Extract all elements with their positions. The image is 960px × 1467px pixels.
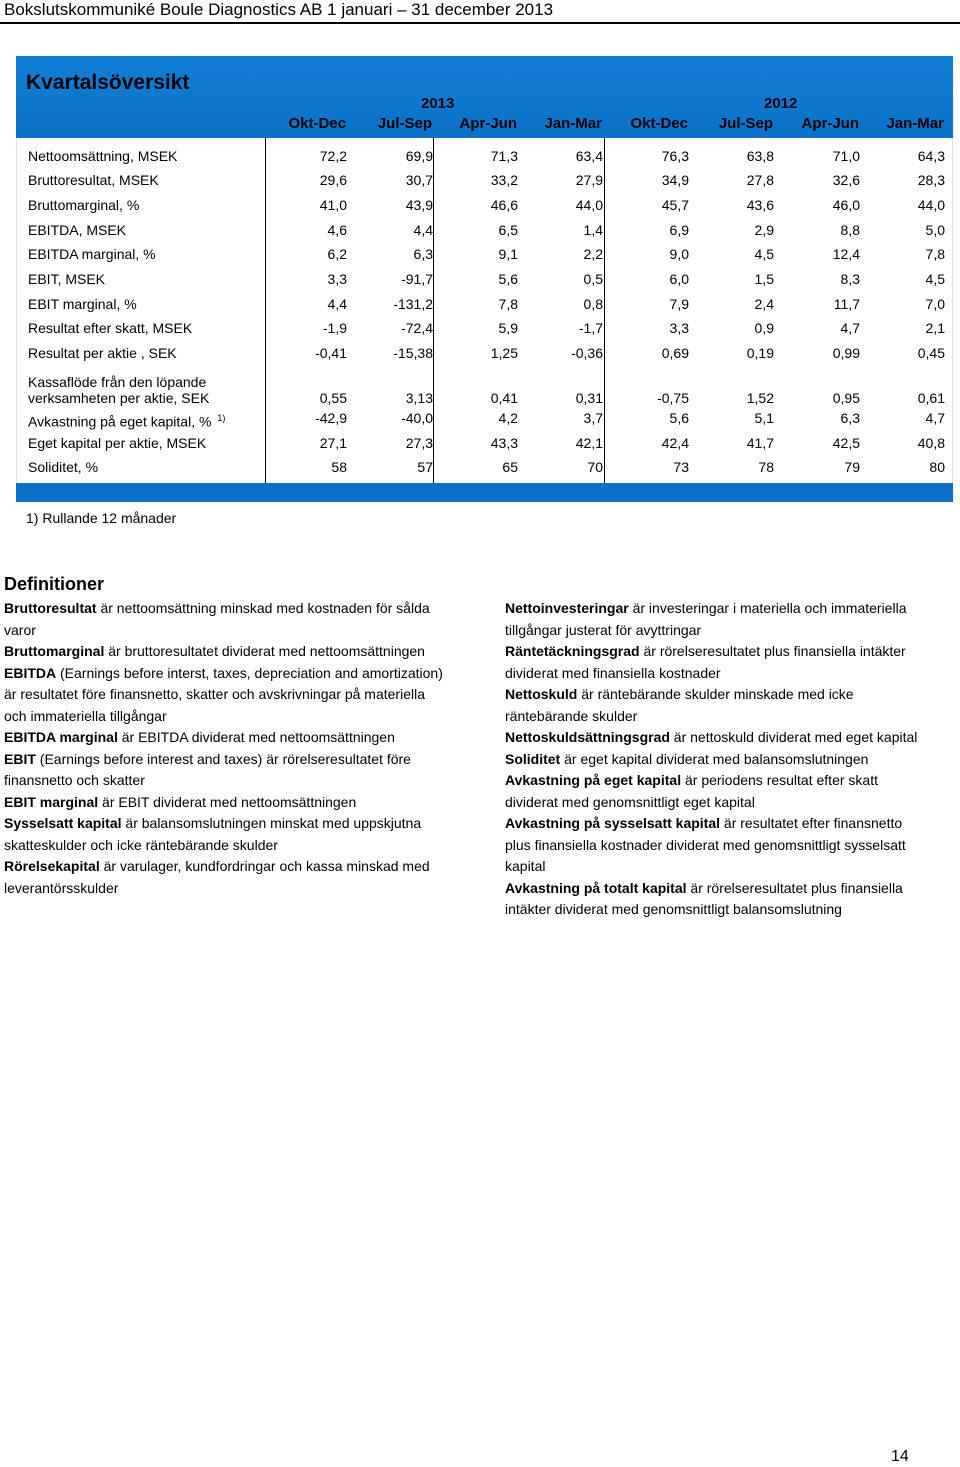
table-cell: 7,0: [925, 296, 945, 312]
table-cell: 44,0: [575, 197, 603, 213]
table-cell: 46,0: [832, 197, 860, 213]
table-cell: 3,3: [327, 271, 347, 287]
table-cell: 40,8: [917, 435, 945, 451]
row-label-text: Bruttoresultat, MSEK: [28, 172, 159, 188]
table-cell: 12,4: [832, 246, 860, 262]
table-cell: 5,1: [754, 410, 774, 426]
definition-term: Sysselsatt kapital: [4, 815, 122, 831]
row-label-text: Resultat per aktie , SEK: [28, 345, 177, 361]
table-cell: 65: [502, 459, 518, 475]
definition-item: [4, 598, 444, 641]
definition-text: är resultatet efter finansnetto plus finansiella kostnader dividerat med genomsnittligt sysselsatt kapital: [505, 815, 906, 874]
footnote: 1) Rullande 12 månader: [26, 510, 177, 526]
table-cell: 32,6: [832, 172, 860, 188]
definition-text: är varulager, kundfordringar och kassa minskad med leverantörsskulder: [4, 858, 430, 896]
table-row: [17, 148, 954, 172]
definition-text: är rörelseresultatet plus finansiella intäkter dividerat med genomsnittligt balansomslutning: [505, 879, 903, 917]
table-cell: 8,3: [840, 271, 860, 287]
table-cell: 70: [587, 459, 603, 475]
overview-header-band: [16, 56, 953, 138]
table-row: [17, 296, 954, 320]
period-header: Apr-Jun: [459, 115, 517, 132]
table-cell: 5,0: [925, 222, 945, 238]
table-cell: -0,41: [315, 345, 347, 361]
document-header: [0, 0, 960, 22]
row-label: [28, 271, 105, 287]
table-cell: 0,9: [754, 320, 774, 336]
definition-term: Avkastning på eget kapital: [505, 772, 682, 788]
definition-item: [4, 663, 444, 728]
table-cell: 3,7: [583, 410, 603, 426]
table-row: [17, 345, 954, 369]
definition-item: [505, 749, 925, 771]
table-cell: 5,6: [669, 410, 689, 426]
period-header: Jan-Mar: [886, 115, 944, 132]
definition-text: är nettoomsättning minskad med kostnaden för sålda varor: [4, 600, 430, 638]
definition-term: Bruttomarginal: [4, 643, 105, 659]
definition-item: [505, 878, 925, 921]
table-cell: 27,1: [319, 435, 347, 451]
row-label: [28, 172, 159, 188]
table-cell: 6,2: [327, 246, 347, 262]
table-cell: 76,3: [661, 148, 689, 164]
definition-term: Nettoskuld: [505, 686, 578, 702]
period-header: Apr-Jun: [801, 115, 859, 132]
table-cell: 73: [673, 459, 689, 475]
table-cell: 63,8: [746, 148, 774, 164]
definition-text: är nettoskuld dividerat med eget kapital: [669, 729, 918, 745]
definition-text: är EBIT dividerat med nettoomsättningen: [98, 793, 357, 810]
table-cell: 0,55: [319, 390, 347, 406]
table-cell: 27,8: [746, 172, 774, 188]
table-cell: 42,5: [832, 435, 860, 451]
document-title: Bokslutskommuniké Boule Diagnostics AB 1 januari – 31 december 2013: [4, 0, 554, 19]
table-cell: 7,8: [498, 296, 518, 312]
table-cell: 72,2: [319, 148, 347, 164]
table-cell: 1,4: [583, 222, 603, 238]
table-cell: 33,2: [490, 172, 518, 188]
definition-text: är bruttoresultatet dividerat med nettoomsättningen: [104, 643, 425, 659]
table-cell: 41,7: [746, 435, 774, 451]
year-label-2012: 2012: [764, 95, 798, 112]
table-cell: 69,9: [405, 148, 433, 164]
row-label: [28, 459, 98, 475]
table-cell: -72,4: [401, 320, 433, 336]
row-label-text: Avkastning på eget kapital, %: [28, 413, 212, 430]
table-row: [17, 172, 954, 196]
table-cell: 0,61: [917, 390, 945, 406]
year-label-2013: 2013: [421, 95, 455, 112]
header-divider: [0, 22, 960, 24]
definition-item: [4, 641, 444, 663]
table-cell: 0,19: [746, 345, 774, 361]
table-cell: 58: [331, 459, 347, 475]
definition-term: Avkastning på sysselsatt kapital: [505, 815, 721, 831]
row-label-text: Resultat efter skatt, MSEK: [28, 320, 193, 336]
table-cell: 6,3: [413, 246, 433, 262]
row-label-text: Nettoomsättning, MSEK: [28, 148, 178, 164]
row-label-text: Bruttomarginal, %: [28, 197, 140, 213]
definition-term: EBITDA marginal: [4, 729, 118, 745]
table-cell: 6,3: [840, 410, 860, 426]
table-cell: 0,99: [832, 345, 860, 361]
table-cell: 45,7: [661, 197, 689, 213]
table-cell: 7,8: [925, 246, 945, 262]
table-cell: 0,95: [832, 390, 860, 406]
definition-text: är rörelseresultatet plus finansiella intäkter dividerat med finansiella kostnader: [505, 643, 906, 681]
definition-text: är periodens resultat efter skatt dividerat med genomsnittligt eget kapital: [505, 772, 878, 810]
definition-text: är balansomslutningen minskat med uppskjutna skatteskulder och icke räntebärande skulder: [4, 815, 422, 853]
definition-term: EBIT marginal: [4, 793, 99, 810]
table-cell: 0,5: [583, 271, 603, 287]
definition-item: [505, 684, 925, 727]
table-cell: 29,6: [319, 172, 347, 188]
definition-text: (Earnings before interest and taxes) är rörelseresultatet före finansnetto och skatter: [4, 750, 411, 788]
page-number: 14: [891, 1448, 909, 1465]
period-header: Jul-Sep: [718, 115, 773, 132]
row-label: [28, 374, 209, 406]
table-cell: 28,3: [917, 172, 945, 188]
table-row: [17, 374, 954, 406]
definition-item: [505, 641, 925, 684]
table-cell: 4,2: [498, 410, 518, 426]
definition-item: [4, 792, 444, 814]
table-cell: 0,45: [917, 345, 945, 361]
table-cell: 4,7: [925, 410, 945, 426]
row-label-text: Kassaflöde från den löpande verksamheten per aktie, SEK: [28, 374, 210, 406]
table-cell: 2,2: [583, 246, 603, 262]
table-cell: 42,4: [661, 435, 689, 451]
table-cell: 3,3: [669, 320, 689, 336]
row-label: [28, 296, 137, 312]
table-row: [17, 435, 954, 459]
definition-term: EBIT: [4, 750, 36, 767]
table-row: [17, 197, 954, 221]
definitions-left-column: [4, 598, 444, 899]
row-label-text: EBITDA, MSEK: [28, 222, 127, 238]
table-cell: 79: [844, 459, 860, 475]
table-cell: 2,1: [925, 320, 945, 336]
table-cell: -91,7: [401, 271, 433, 287]
table-cell: 6,9: [669, 222, 689, 238]
table-cell: 34,9: [661, 172, 689, 188]
definition-text: (Earnings before interst, taxes, depreciation and amortization) är resultatet före finansnetto, skatter och avskrivningar på materiella och immateriella tillgångar: [4, 664, 443, 724]
table-cell: 46,6: [490, 197, 518, 213]
overview-footer-band: [16, 483, 953, 502]
table-cell: -131,2: [393, 296, 433, 312]
definition-term: Soliditet: [505, 750, 561, 767]
table-cell: 42,1: [575, 435, 603, 451]
table-cell: 11,7: [833, 296, 860, 312]
table-cell: 5,9: [498, 320, 518, 336]
table-cell: 0,31: [575, 390, 603, 406]
table-cell: -1,7: [578, 320, 603, 336]
definition-item: [4, 727, 444, 749]
period-header: Jul-Sep: [377, 115, 432, 132]
period-header: Okt-Dec: [288, 115, 346, 132]
table-cell: 5,6: [498, 271, 518, 287]
table-cell: 71,0: [832, 148, 860, 164]
table-cell: 43,9: [405, 197, 433, 213]
definitions-right-column: [505, 598, 925, 921]
table-cell: 2,4: [754, 296, 774, 312]
table-cell: 4,6: [327, 222, 347, 238]
footnote-marker: 1): [217, 413, 226, 423]
table-cell: 71,3: [490, 148, 518, 164]
definition-text: är eget kapital dividerat med balansomslutningen: [560, 750, 869, 767]
table-cell: 3,13: [405, 390, 433, 406]
table-cell: 63,4: [575, 148, 603, 164]
table-cell: -40,0: [401, 410, 433, 426]
table-row: [17, 459, 954, 483]
table-row: [17, 271, 954, 295]
table-cell: 64,3: [917, 148, 945, 164]
table-cell: -15,38: [393, 345, 433, 361]
table-cell: 9,1: [498, 246, 518, 262]
definition-text: är EBITDA dividerat med nettoomsättningen: [117, 729, 395, 745]
table-cell: 78: [758, 459, 774, 475]
table-cell: -42,9: [315, 410, 347, 426]
definition-item: [505, 598, 925, 641]
definition-item: [505, 770, 925, 813]
table-cell: 9,0: [669, 246, 689, 262]
row-label-text: EBIT, MSEK: [28, 271, 106, 287]
period-header: Okt-Dec: [630, 115, 688, 132]
row-label-text: Eget kapital per aktie, MSEK: [28, 435, 207, 451]
overview-table: [16, 138, 953, 483]
definition-term: Avkastning på totalt kapital: [505, 879, 687, 896]
row-label: [28, 410, 225, 430]
definition-text: är räntebärande skulder minskade med icke räntebärande skulder: [505, 686, 854, 724]
table-cell: 41,0: [319, 197, 347, 213]
table-row: [17, 410, 954, 434]
row-label: [28, 345, 177, 361]
definitions-title: Definitioner: [4, 574, 105, 594]
table-cell: 4,5: [754, 246, 774, 262]
table-cell: 1,25: [490, 345, 518, 361]
table-cell: 0,41: [490, 390, 518, 406]
definition-item: [4, 813, 444, 856]
row-label-text: EBIT marginal, %: [28, 296, 137, 312]
table-row: [17, 222, 954, 246]
definition-text: är investeringar i materiella och immateriella tillgångar justerat för avyttringar: [505, 600, 907, 638]
row-label: [28, 197, 139, 213]
quarterly-overview-panel: [16, 56, 953, 502]
table-cell: 2,9: [754, 222, 774, 238]
table-cell: 1,5: [754, 271, 774, 287]
table-cell: 0,8: [583, 296, 603, 312]
table-cell: 43,3: [490, 435, 518, 451]
definition-term: Rörelsekapital: [4, 858, 100, 874]
table-row: [17, 246, 954, 270]
row-label: [28, 246, 156, 262]
table-cell: 30,7: [405, 172, 433, 188]
table-cell: 6,0: [669, 271, 689, 287]
definition-term: Räntetäckningsgrad: [505, 643, 640, 659]
row-label: [28, 148, 177, 164]
table-cell: 1,52: [746, 390, 774, 406]
table-cell: 27,9: [575, 172, 603, 188]
definition-item: [4, 856, 444, 899]
row-label: [28, 320, 192, 336]
table-cell: 7,9: [669, 296, 689, 312]
table-cell: -0,75: [657, 390, 689, 406]
table-cell: 4,4: [327, 296, 347, 312]
table-cell: 6,5: [498, 222, 518, 238]
row-label-text: EBITDA marginal, %: [28, 246, 156, 262]
definition-term: Nettoinvesteringar: [505, 600, 629, 616]
definition-item: [505, 813, 925, 878]
table-cell: 80: [929, 459, 945, 475]
table-row: [17, 320, 954, 344]
table-cell: 44,0: [917, 197, 945, 213]
definition-term: Bruttoresultat: [4, 600, 97, 616]
definition-item: [505, 727, 925, 749]
overview-title: Kvartalsöversikt: [26, 71, 190, 94]
row-label: [28, 435, 206, 451]
table-cell: 27,3: [405, 435, 433, 451]
period-header: Jan-Mar: [544, 115, 602, 132]
definition-term: Nettoskuldsättningsgrad: [505, 729, 670, 745]
table-cell: 0,69: [661, 345, 689, 361]
table-cell: 4,7: [840, 320, 860, 336]
table-cell: -0,36: [571, 345, 603, 361]
table-cell: -1,9: [322, 320, 347, 336]
table-cell: 57: [417, 459, 433, 475]
row-label-text: Soliditet, %: [28, 459, 99, 475]
table-cell: 4,4: [413, 222, 433, 238]
table-cell: 4,5: [925, 271, 945, 287]
table-cell: 43,6: [746, 197, 774, 213]
table-cell: 8,8: [840, 222, 860, 238]
definition-item: [4, 749, 444, 792]
row-label: [28, 222, 126, 238]
definition-term: EBITDA: [4, 664, 57, 681]
